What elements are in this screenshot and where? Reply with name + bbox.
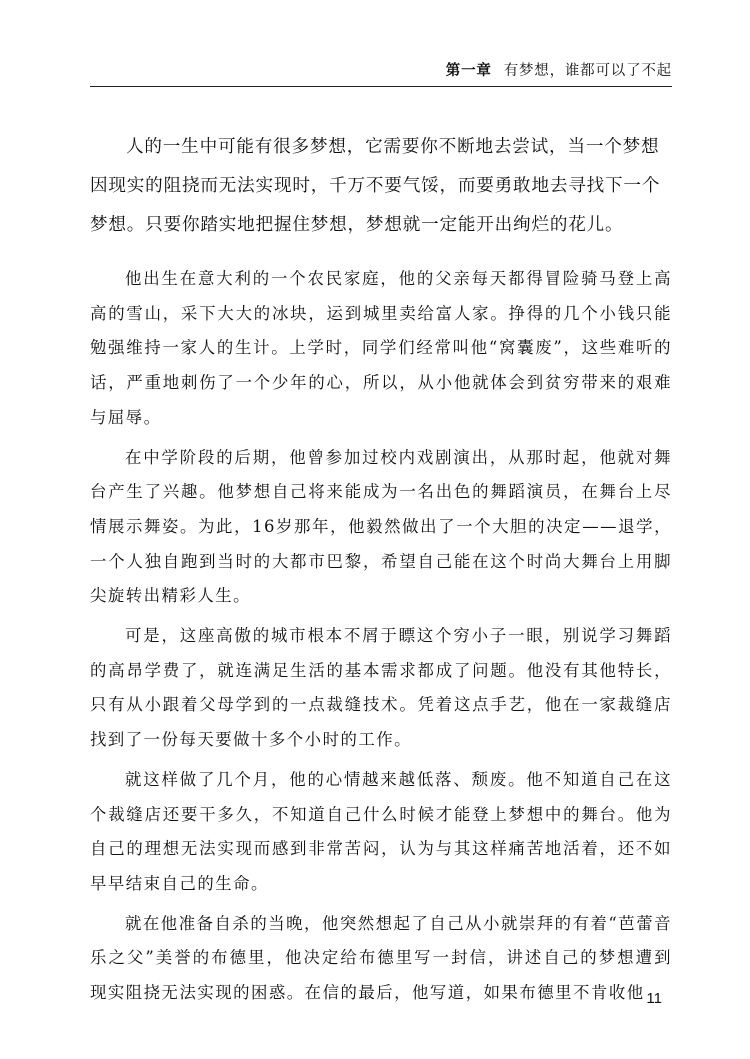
paragraph: 可是，这座高傲的城市根本不屑于瞟这个穷小子一眼，别说学习舞蹈的高昂学费了，就连满足生活的基本需求都成了问题。他没有其他特长，只有从小跟着父母学到的一点裁缝技术。凭着这点手艺，他在一家裁缝店找到了一份每天要做十多个小时的工作。 [90,626,672,750]
chapter-title: 有梦想，谁都可以了不起 [503,63,672,79]
paragraph: 就在他准备自杀的当晚，他突然想起了自己从小就崇拜的有着“芭蕾音乐之父”美誉的布德里，他决定给布德里写一封信，讲述自己的梦想遭到现实阻挠无法实现的困惑。在信的最后，他写道，如果布德里不肯收他 [90,913,672,1003]
chapter-intro: 人的一生中可能有很多梦想，它需要你不断地去尝试，当一个梦想因现实的阻挠而无法实现时，千万不要气馁，而要勇敢地去寻找下一个梦想。只要你踏实地把握住梦想，梦想就一定能开出绚烂的花儿。 [90,137,661,235]
running-header [446,61,672,81]
paragraph: 他出生在意大利的一个农民家庭，他的父亲每天都得冒险骑马登上高高的雪山，采下大大的冰块，运到城里卖给富人家。挣得的几个小钱只能勉强维持一家人的生计。上学时，同学们经常叫他“窝囊废”，这些难听的话，严重地刺伤了一个少年的心，所以，从小他就体会到贫穷带来的艰难与屈辱。 [90,269,672,427]
paragraph: 就这样做了几个月，他的心情越来越低落、颓废。他不知道自己在这个裁缝店还要干多久，不知道自己什么时候才能登上梦想中的舞台。他为自己的理想无法实现而感到非常苦闷，认为与其这样痛苦地活着，还不如早早结束自己的生命。 [90,769,672,893]
header-rule [90,86,672,87]
page-number: 11 [646,990,662,1007]
paragraph: 在中学阶段的后期，他曾参加过校内戏剧演出，从那时起，他就对舞台产生了兴趣。他梦想自己将来能成为一名出色的舞蹈演员，在舞台上尽情展示舞姿。为此，16岁那年，他毅然做出了一个大胆的决定——退学，一个人独自跑到当时的大都市巴黎，希望自己能在这个时尚大舞台上用脚尖旋转出精彩人生。 [90,447,672,606]
body-text [90,262,672,1016]
chapter-label: 第一章 [445,63,492,79]
